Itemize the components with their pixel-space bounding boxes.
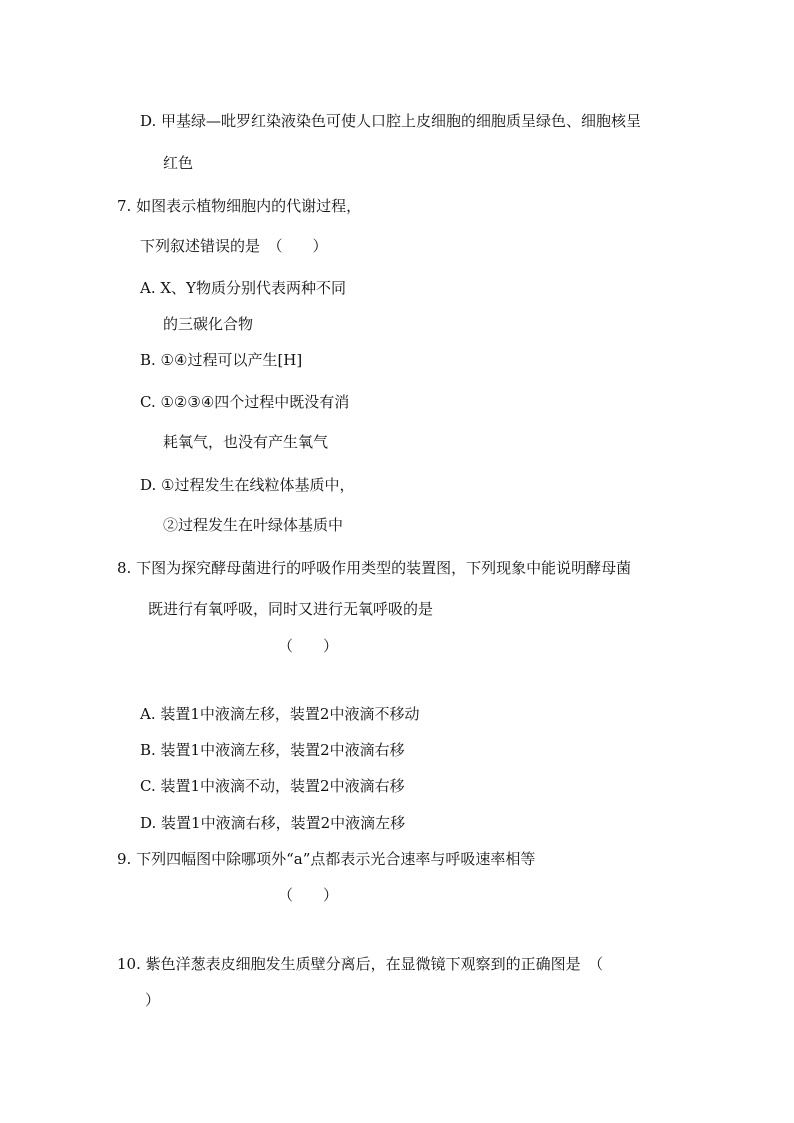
q7-option-c-line1: C. ①②③④四个过程中既没有消 — [140, 393, 350, 411]
q8-option-b: B. 装置1中液滴左移，装置2中液滴右移 — [140, 741, 405, 759]
q9-answer-brackets: （ ） — [278, 886, 339, 904]
q7-stem-line2: 下列叙述错误的是 （ ） — [140, 237, 328, 255]
q7-option-b: B. ①④过程可以产生[H] — [140, 351, 303, 369]
q8-option-a: A. 装置1中液滴左移，装置2中液滴不移动 — [140, 705, 420, 723]
q8-option-c: C. 装置1中液滴不动，装置2中液滴右移 — [140, 777, 405, 795]
q8-stem-line1: 8. 下图为探究酵母菌进行的呼吸作用类型的装置图，下列现象中能说明酵母菌 — [117, 559, 632, 577]
q7-option-a-line2: 的三碳化合物 — [163, 315, 254, 333]
q8-answer-brackets: （ ） — [278, 637, 339, 655]
q6-option-d-line2: 红色 — [163, 154, 194, 172]
q10-stem-line1: 10. 紫色洋葱表皮细胞发生质壁分离后，在显微镜下观察到的正确图是 （ — [117, 955, 604, 973]
q7-stem-line1: 7. 如图表示植物细胞内的代谢过程， — [117, 197, 362, 215]
q7-option-c-line2: 耗氧气，也没有产生氧气 — [163, 433, 329, 451]
q7-option-d-line1: D. ①过程发生在线粒体基质中， — [140, 476, 355, 494]
q8-stem-line2: 既进行有氧呼吸，同时又进行无氧呼吸的是 — [148, 600, 434, 618]
q7-option-d-line2: ②过程发生在叶绿体基质中 — [163, 516, 344, 534]
q6-option-d-line1: D. 甲基绿—吡罗红染液染色可使人口腔上皮细胞的细胞质呈绿色、细胞核呈 — [140, 112, 642, 130]
q9-stem: 9. 下列四幅图中除哪项外“a”点都表示光合速率与呼吸速率相等 — [117, 850, 536, 868]
q8-option-d: D. 装置1中液滴右移，装置2中液滴左移 — [140, 814, 406, 832]
q10-stem-line2: ） — [145, 991, 161, 1009]
q7-option-a-line1: A. X、Y物质分别代表两种不同 — [140, 279, 346, 297]
